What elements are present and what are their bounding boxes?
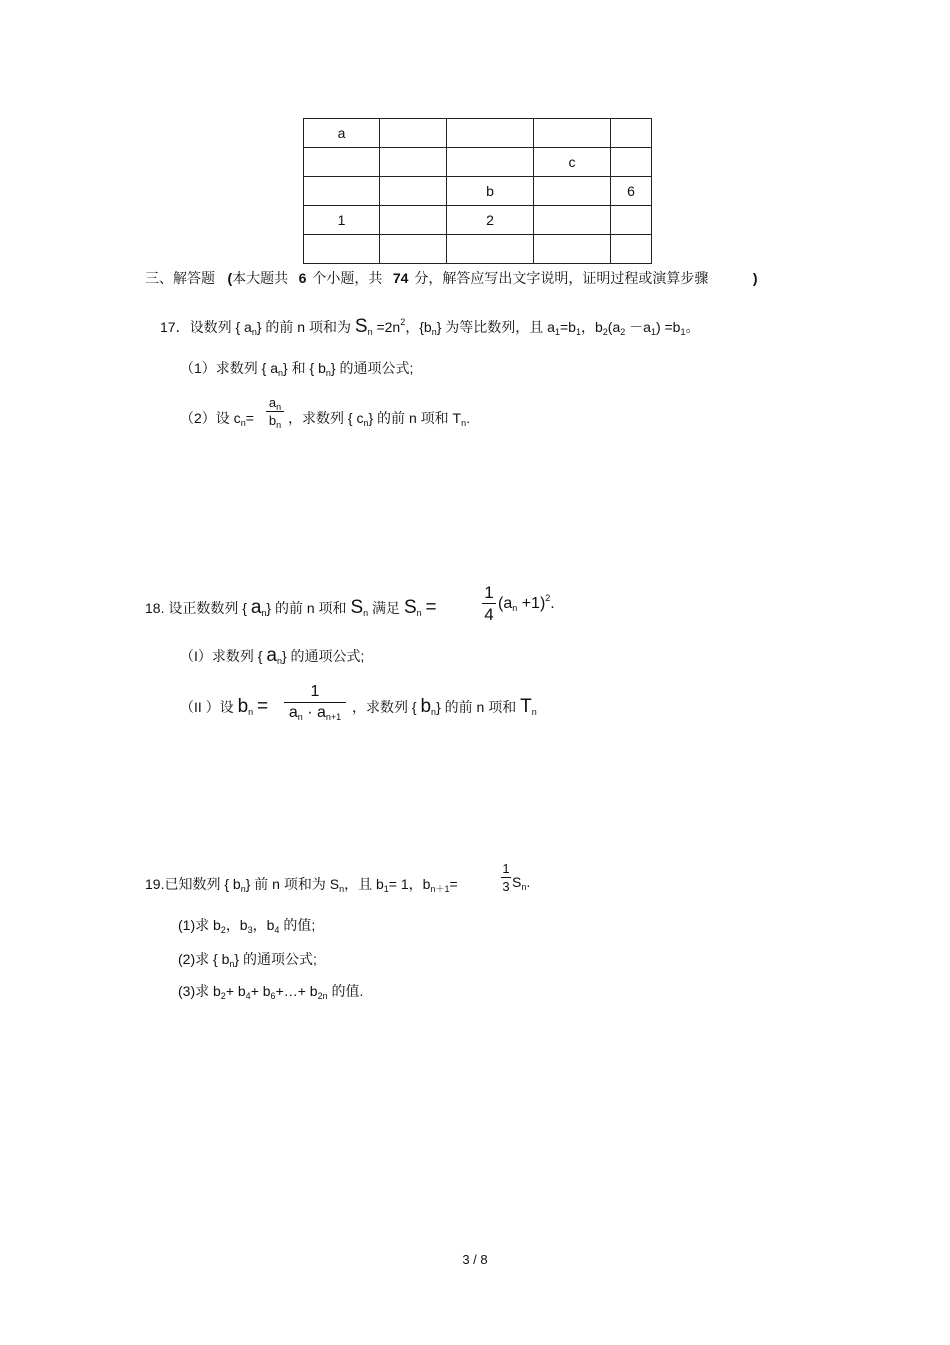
t: 的值. [327, 983, 364, 999]
s: n [363, 418, 369, 428]
q18-part2 [180, 696, 268, 718]
t: = [425, 597, 437, 618]
t: (a [498, 595, 513, 612]
grid-cell [380, 206, 447, 235]
grid-cell [447, 235, 534, 264]
t: 1 [310, 683, 320, 700]
paren-open: ( [227, 270, 233, 286]
s: n [367, 327, 373, 337]
t: ，求数列 { [352, 699, 417, 715]
q18-part2-rest [352, 696, 537, 718]
t: + b [250, 983, 271, 999]
t: 。 [685, 319, 700, 335]
t: + b [225, 983, 246, 999]
q19-stem-rest [512, 874, 530, 890]
s: 2 [400, 317, 406, 327]
s: n [248, 707, 254, 717]
s: n [431, 707, 437, 717]
q19-stem [145, 874, 458, 894]
q17-stem [160, 316, 699, 338]
fraction-bar [482, 603, 496, 604]
s: n [229, 959, 235, 969]
grid-row [304, 119, 652, 148]
t: } 的前 n 项和 [266, 600, 347, 616]
puzzle-grid [303, 118, 652, 264]
t: S [350, 597, 364, 618]
t: +1) [517, 595, 546, 612]
s: 1 [554, 327, 560, 337]
s: 6 [270, 991, 276, 1001]
t: S [403, 597, 417, 618]
t: b [237, 696, 249, 717]
grid-cell: c [534, 148, 611, 177]
t: } 的前 n 项和 T [368, 410, 462, 426]
s: n＋1 [430, 884, 450, 894]
s: n [325, 368, 331, 378]
t: 3 [502, 879, 510, 894]
grid-row [304, 235, 652, 264]
fraction-bar [266, 411, 284, 412]
s: 4 [245, 991, 251, 1001]
grid-cell [380, 119, 447, 148]
grid-cell [447, 148, 534, 177]
t: －a [625, 319, 651, 335]
q18-fraction-2 [284, 684, 346, 721]
t: } 前 n 项和为 S [245, 876, 340, 892]
s: n [431, 327, 437, 337]
t: ，{b [405, 319, 432, 335]
t: S [354, 316, 368, 337]
s: n [339, 884, 345, 894]
grid-cell [611, 148, 652, 177]
t: = [257, 696, 269, 717]
q18-stem-rest [498, 595, 555, 613]
s: 2 [545, 593, 551, 603]
q18-fraction [482, 584, 496, 623]
t: a [288, 704, 298, 721]
t: } 的通项公式; [281, 648, 365, 664]
section-heading [145, 268, 758, 288]
t: 1 [502, 861, 510, 876]
s: 1 [575, 327, 581, 337]
t: a [266, 645, 277, 666]
t: 设正数数列 { [168, 600, 247, 616]
grid-cell [611, 119, 652, 148]
grid-cell [304, 177, 380, 206]
grid-row [304, 148, 652, 177]
t: ，且 b [344, 876, 384, 892]
t: = [245, 410, 254, 426]
t: +…+ b [275, 983, 318, 999]
t: ，b [580, 319, 603, 335]
s: n [416, 608, 422, 618]
t: S [512, 874, 522, 890]
t: } 为等比数列，且 a [436, 319, 555, 335]
t: 19.已知数列 { b [145, 876, 241, 892]
fraction-bar [284, 702, 346, 703]
grid-cell [447, 119, 534, 148]
t: (a [607, 319, 621, 335]
grid-cell: a [304, 119, 380, 148]
s: 2 [220, 991, 226, 1001]
t: ，求数列 { c [288, 410, 364, 426]
t: (1)求 b [178, 917, 221, 933]
s: n [278, 368, 284, 378]
s: n [251, 327, 257, 337]
t: } 的通项公式; [330, 360, 414, 376]
grid-cell [304, 235, 380, 264]
grid-cell [534, 177, 611, 206]
s: 2 [620, 327, 626, 337]
s: n [297, 712, 303, 722]
t: 的值; [279, 917, 316, 933]
note-b: 个小题，共 [312, 271, 383, 287]
q17-number: 17． [160, 319, 190, 335]
heading-text: 三、解答题 [145, 271, 215, 287]
grid-cell [380, 177, 447, 206]
s: 2 [220, 925, 226, 935]
t: . [526, 874, 531, 890]
grid-cell [611, 206, 652, 235]
grid-cell: 6 [611, 177, 652, 206]
t: （I）求数列 { [180, 648, 263, 664]
grid-cell [304, 148, 380, 177]
t: } 和 { b [283, 360, 326, 376]
grid-cell: 2 [447, 206, 534, 235]
q19-part1 [178, 915, 315, 935]
t: a [250, 597, 262, 618]
s: 4 [274, 925, 280, 935]
t: } 的前 n 项和为 [256, 319, 351, 335]
note-a: 本大题共 [232, 271, 289, 287]
t: . [550, 595, 555, 612]
grid-cell [380, 148, 447, 177]
t: 4 [484, 605, 494, 624]
s: n+1 [325, 712, 342, 722]
t: （1）求数列 { a [180, 360, 279, 376]
s: n [461, 418, 467, 428]
q18-number: 18. [145, 600, 165, 616]
s: n [276, 420, 282, 430]
grid-cell [611, 235, 652, 264]
grid-cell [380, 235, 447, 264]
t: 设数列 { a [189, 319, 252, 335]
t: = [449, 876, 458, 892]
total-points: 74 [392, 270, 409, 286]
t: (3)求 b [178, 983, 221, 999]
t: · a [302, 704, 326, 721]
t: =2n [372, 319, 401, 335]
q19-part3 [178, 981, 363, 1001]
s: 1 [680, 327, 686, 337]
grid-cell [534, 119, 611, 148]
page-number: 3 / 8 [462, 1252, 488, 1267]
s: n [276, 656, 282, 666]
s: n [261, 608, 267, 618]
grid-cell: 1 [304, 206, 380, 235]
t: ) =b [655, 319, 681, 335]
s: 2n [317, 991, 328, 1001]
s: n [531, 707, 537, 717]
t: a [268, 395, 277, 410]
s: n [240, 884, 246, 894]
s: n [521, 882, 527, 892]
note-c: 分，解答应写出文字说明，证明过程或演算步骤 [414, 271, 709, 287]
q17-part2 [180, 408, 254, 428]
s: 2 [602, 327, 608, 337]
q18-stem [145, 597, 437, 619]
s: n [363, 608, 369, 618]
t: 满足 [372, 600, 401, 616]
s: 1 [383, 884, 389, 894]
fraction-bar [501, 877, 511, 878]
grid-row [304, 177, 652, 206]
s: n [240, 418, 246, 428]
t: . [466, 410, 470, 426]
q17-fraction [266, 395, 284, 430]
t: （2）设 c [180, 410, 241, 426]
t: } 的前 n 项和 [436, 699, 517, 715]
s: 3 [247, 925, 253, 935]
q17-part2-rest [288, 408, 470, 428]
t: } 的通项公式; [234, 951, 317, 967]
t: T [520, 696, 532, 717]
s: n [512, 603, 518, 613]
grid-cell [534, 235, 611, 264]
grid-cell: b [447, 177, 534, 206]
t: ，b [225, 917, 248, 933]
q19-part2 [178, 949, 317, 969]
question-count: 6 [298, 270, 307, 286]
t: （II ）设 [180, 699, 234, 715]
t: b [420, 696, 432, 717]
t: (2)求 { b [178, 951, 230, 967]
grid-row [304, 206, 652, 235]
q17-part1 [180, 358, 413, 378]
grid-cell [534, 206, 611, 235]
q18-part1 [180, 645, 364, 667]
t: 1 [484, 583, 494, 602]
paren-close: ) [752, 270, 758, 286]
s: n [276, 402, 282, 412]
t: =b [559, 319, 576, 335]
t: = 1，b [388, 876, 431, 892]
t: ，b [252, 917, 275, 933]
t: b [268, 413, 277, 428]
q19-fraction [501, 862, 511, 893]
s: 1 [650, 327, 656, 337]
